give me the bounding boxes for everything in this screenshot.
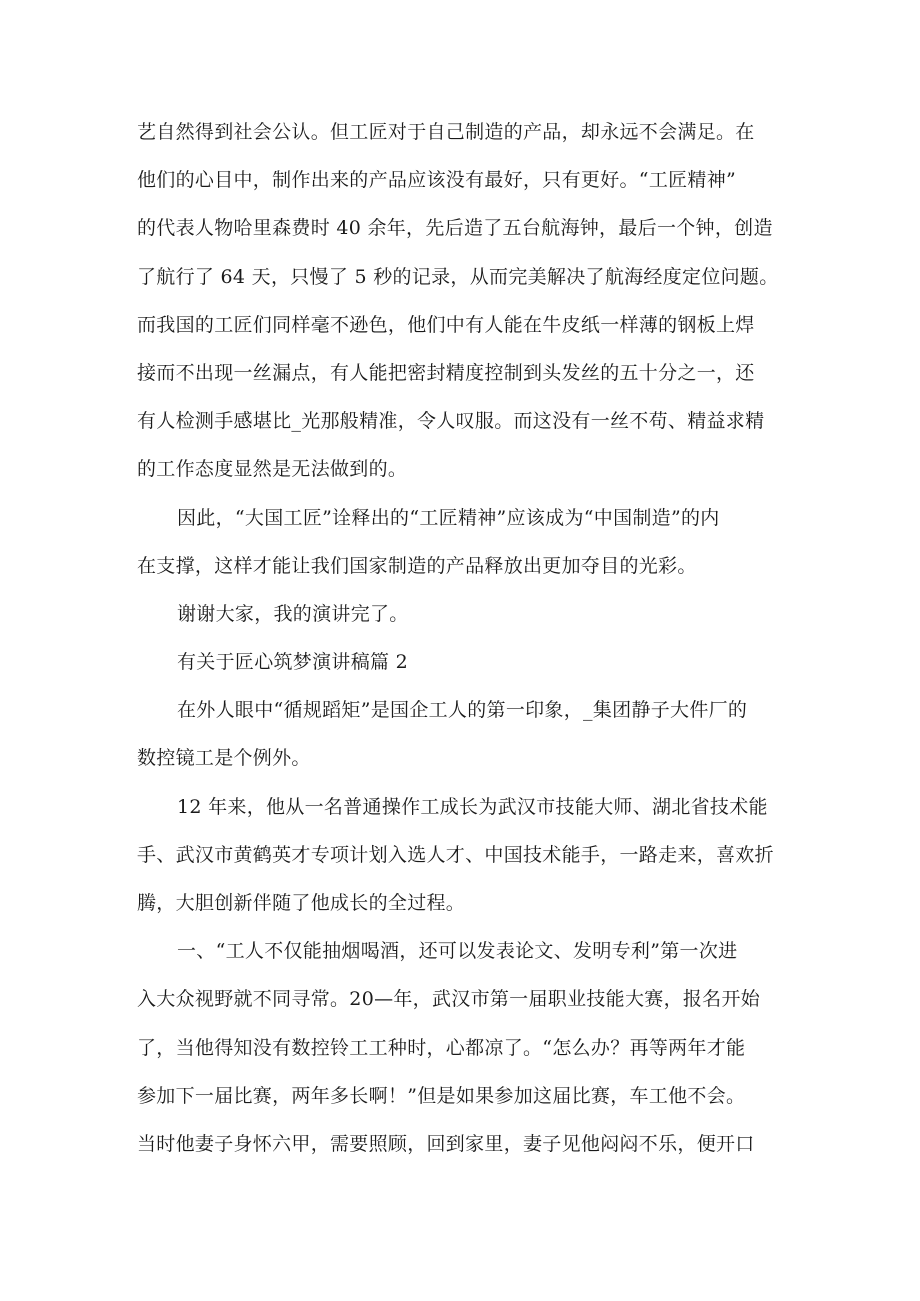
text-line: 参加下一届比赛，两年多长啊！”但是如果参加这届比赛，车工他不会。 (137, 1084, 746, 1107)
text-line: 12 年来，他从一名普通操作工成长为武汉市技能大师、湖北省技术能 (177, 795, 768, 818)
text-line: 接而不出现一丝漏点，有人能把密封精度控制到头发丝的五十分之一，还 (137, 361, 755, 384)
text-line: 而我国的工匠们同样毫不逊色，他们中有人能在牛皮纸一样薄的钢板上焊 (137, 313, 755, 336)
text-line: 有人检测手感堪比_光那般精准，令人叹服。而这没有一丝不苟、精益求精 (137, 410, 765, 433)
text-line: 了航行了 64 天，只慢了 5 秒的记录，从而完美解决了航海经度定位问题。 (137, 265, 779, 288)
text-line: 他们的心目中，制作出来的产品应该没有最好，只有更好。“工匠精神” (137, 169, 737, 192)
text-line: 的工作态度显然是无法做到的。 (137, 458, 408, 481)
text-line: 因此，“大国工匠”诠释出的“工匠精神”应该成为“中国制造”的内 (177, 506, 720, 529)
document-body (137, 108, 797, 1168)
text-line: 腾，大胆创新伴随了他成长的全过程。 (137, 892, 466, 914)
text-line: 当时他妻子身怀六甲，需要照顾，回到家里，妻子见他闷闷不乐，便开口 (137, 1132, 755, 1155)
text-line: 谢谢大家，我的演讲完了。 (177, 602, 409, 625)
text-line: 数控镜工是个例外。 (137, 747, 311, 770)
text-line: 在支撑，这样才能让我们国家制造的产品释放出更加夺目的光彩。 (137, 554, 697, 577)
text-line: 在外人眼中“循规蹈矩”是国企工人的第一印象，_集团静子大件厂的 (177, 699, 748, 722)
text-line: 一、“工人不仅能抽烟喝酒，还可以发表论文、发明专利”第一次进 (177, 940, 738, 963)
text-line: 手、武汉市黄鹤英才专项计划入选人才、中国技术能手，一路走来，喜欢折 (137, 843, 774, 866)
text-line: 艺自然得到社会公认。但工匠对于自己制造的产品，却永远不会满足。在 (137, 121, 755, 143)
text-line: 了，当他得知没有数控铃工工种时，心都凉了。“怎么办？再等两年才能 (137, 1036, 746, 1059)
section-heading: 有关于匠心筑梦演讲稿篇 2 (177, 651, 409, 674)
text-line: 入大众视野就不同寻常。20—年，武汉市第一届职业技能大赛，报名开始 (137, 988, 761, 1011)
text-line: 的代表人物哈里森费时 40 余年，先后造了五台航海钟，最后一个钟，创造 (137, 217, 773, 240)
